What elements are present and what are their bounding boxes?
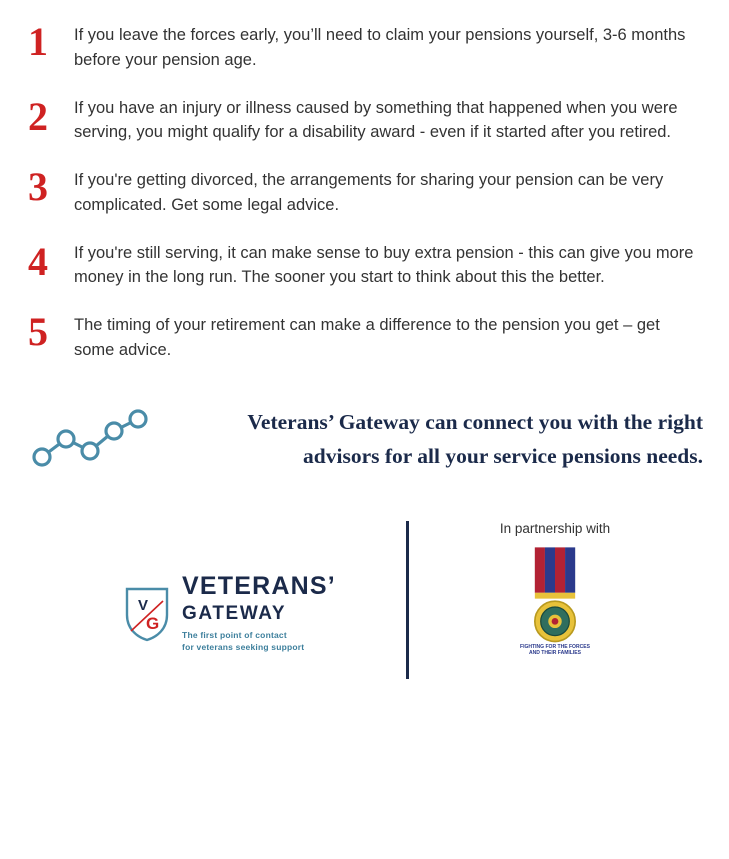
tagline-text <box>153 406 703 473</box>
tip-number: 4 <box>28 238 47 284</box>
tagline-line-2: advisors for all your service pensions needs. <box>303 443 703 468</box>
tip-text: If you're still serving, it can make sense to buy extra pension - this can give you more money in the long run. The sooner you start to think about this the better. <box>74 243 694 287</box>
shield-icon <box>124 585 170 643</box>
tip-number: 1 <box>28 19 47 64</box>
list-item <box>22 164 709 218</box>
tip-text: If you're getting divorced, the arrangements for sharing your pension can be very complicated. Get some legal advice. <box>74 171 664 214</box>
list-item <box>22 19 709 73</box>
svg-text:G: G <box>146 613 160 633</box>
tip-text: The timing of your retirement can make a difference to the pension you get – get some advice. <box>74 316 660 359</box>
list-item <box>22 240 709 291</box>
tips-list <box>0 0 729 363</box>
footer <box>0 511 729 691</box>
svg-text:FIGHTING FOR THE FORCES: FIGHTING FOR THE FORCES <box>520 643 590 650</box>
medal-icon <box>435 546 675 658</box>
list-item <box>22 309 709 363</box>
svg-text:AND THEIR FAMILIES: AND THEIR FAMILIES <box>529 649 581 656</box>
veterans-gateway-logo <box>54 511 406 691</box>
logo-strapline-line-1: The first point of contact <box>182 630 287 641</box>
tip-number: 5 <box>28 309 47 354</box>
tip-number: 2 <box>28 93 47 139</box>
tip-text: If you leave the forces early, you’ll need to claim your pensions yourself, 3-6 months before your pension age. <box>74 26 686 69</box>
logo-strapline <box>182 630 336 652</box>
logo-name-line-2: GATEWAY <box>182 603 287 625</box>
tagline-block <box>0 405 729 475</box>
network-nodes-icon <box>28 405 153 475</box>
tip-text: If you have an injury or illness caused by something that happened when you were serving, you might qualify for a disability award - even if it started after you retired. <box>74 98 678 142</box>
divider <box>406 521 409 679</box>
partnership-block <box>435 511 675 691</box>
logo-name-line-1: VETERANS’ <box>182 572 336 601</box>
svg-text:V: V <box>138 596 149 614</box>
tip-number: 3 <box>28 164 47 209</box>
tagline-line-1: Veterans’ Gateway can connect you with the right <box>247 410 703 435</box>
list-item <box>22 95 709 146</box>
logo-strapline-line-2: for veterans seeking support <box>182 641 305 652</box>
partnership-label: In partnership with <box>499 520 611 536</box>
